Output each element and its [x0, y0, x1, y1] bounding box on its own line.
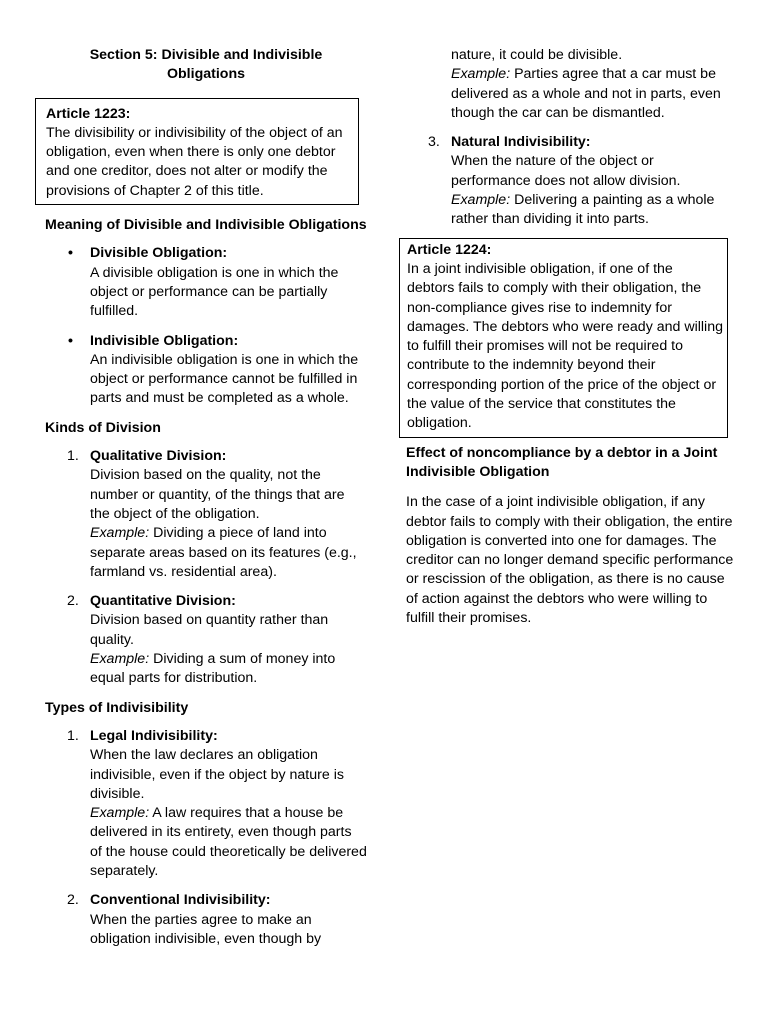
item-text: Division based on the quality, not the number or quantity, of the things that are the object of the obligation.	[90, 467, 345, 522]
item-title: Divisible Obligation:	[90, 245, 228, 262]
item-number: 1.	[67, 727, 79, 744]
item-title: Qualitative Division:	[90, 448, 227, 465]
item-text: A divisible obligation is one in which the object or performance can be partially fulfilled.	[90, 264, 339, 320]
effect-text: In the case of a joint indivisible obligation, if any debtor fails to comply with their obligation, the entire obligation is converted into one for damages. The creditor can no longer demand specific performance or rescission of the obligation, as there is no cause of action against the debtors who were willing to fulfill their promises.	[406, 494, 734, 627]
item-title: Legal Indivisibility:	[90, 727, 218, 744]
types-heading: Types of Indivisibility	[45, 699, 189, 716]
item-text: When the nature of the object or performance does not allow division.	[451, 153, 681, 189]
item-title: Quantitative Division:	[90, 593, 236, 610]
example-text: A law requires that a house be delivered in its entirety, even though parts of the house could theoretically be delivered separately.	[90, 805, 367, 879]
item-text: When the law declares an obligation indivisible, even if the object by nature is divisible.	[90, 747, 344, 802]
left-column	[45, 46, 367, 959]
list-item	[45, 592, 367, 688]
example-label: Example:	[451, 66, 511, 83]
meaning-heading: Meaning of Divisible and Indivisible Obligations	[45, 217, 367, 234]
item-title: Indivisible Obligation:	[90, 332, 239, 349]
example-text: Delivering a painting as a whole rather than dividing it into parts.	[451, 192, 715, 228]
item-number: 3.	[428, 134, 440, 151]
section-title-line2: Obligations	[166, 66, 246, 83]
item-title: Natural Indivisibility:	[451, 134, 591, 151]
item-text: Division based on quantity rather than quality.	[90, 612, 329, 648]
item-example	[90, 650, 367, 689]
meaning-list	[45, 244, 367, 408]
article-1223-box	[35, 98, 359, 205]
list-item	[406, 133, 734, 229]
article-1224-title: Article 1224:	[407, 241, 492, 258]
right-column	[406, 46, 734, 628]
kinds-heading: Kinds of Division	[45, 419, 161, 436]
item-example	[451, 191, 734, 230]
effect-heading: Effect of noncompliance by a debtor in a Joint Indivisible Obligation	[406, 444, 718, 480]
list-item	[45, 332, 367, 409]
article-1224-text: In a joint indivisible obligation, if one of the debtors fails to comply with their obligation, the non-compliance gives rise to indemnity for damages. The debtors who were ready and willing to fulfill their promises will not be required to contribute to the indemnity beyond their corresponding portion of the price of the object or the value of the service that constitutes the obligation.	[407, 260, 723, 432]
example-label: Example:	[451, 192, 511, 209]
article-1223-title: Article 1223:	[46, 105, 131, 122]
item-text: An indivisible obligation is one in which the object or performance cannot be fulfilled in parts and must be completed as a whole.	[90, 351, 359, 407]
continuation-example	[451, 65, 734, 123]
item-title: Conventional Indivisibility:	[90, 892, 271, 909]
list-item	[45, 447, 367, 582]
example-text: Dividing a sum of money into equal parts for distribution.	[90, 651, 336, 687]
example-label: Example:	[90, 805, 150, 822]
item-number: 2.	[67, 892, 79, 909]
article-1224-box	[399, 238, 728, 438]
continuation-text: nature, it could be divisible.	[451, 47, 623, 63]
item-number: 1.	[67, 448, 79, 465]
example-text: Dividing a piece of land into separate areas based on its features (e.g., farmland vs. residential area).	[90, 525, 357, 580]
bullet: •	[68, 245, 73, 262]
item-number: 2.	[67, 593, 79, 610]
article-1223-text: The divisibility or indivisibility of the object of an obligation, even when there is only one debtor and one creditor, does not alter or modify the provisions of Chapter 2 of this title.	[46, 124, 343, 199]
item-text: When the parties agree to make an obligation indivisible, even though by	[90, 911, 322, 947]
types-list	[45, 727, 367, 949]
example-text: Parties agree that a car must be delivered as a whole and not in parts, even though the car can be dismantled.	[451, 66, 721, 121]
kinds-list	[45, 447, 367, 689]
conventional-continuation	[406, 46, 734, 123]
item-example	[90, 524, 367, 582]
list-item	[45, 244, 367, 321]
list-item	[45, 727, 367, 881]
section-title-line1: Section 5: Divisible and Indivisible	[89, 47, 323, 63]
example-label: Example:	[90, 651, 150, 668]
item-example	[90, 804, 367, 881]
natural-list	[406, 133, 734, 229]
list-item	[45, 891, 367, 949]
bullet: •	[68, 332, 73, 349]
section-title	[45, 46, 367, 85]
example-label: Example:	[90, 525, 150, 542]
